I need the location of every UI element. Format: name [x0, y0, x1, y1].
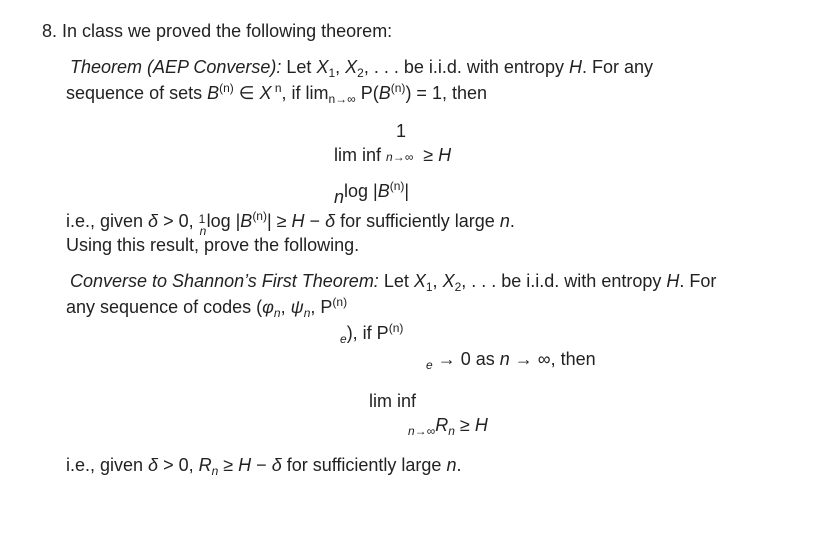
- inline-fraction: 1 n: [198, 212, 207, 238]
- converse-line-4: $_e$ → 0 as n → ∞, then: [426, 349, 596, 372]
- equation-liminf: lim inf n→∞ ≥ H: [334, 145, 452, 165]
- problem-heading: [42, 20, 392, 42]
- converse-ie-line: i.e., given δ > 0, $R_n \ge H - \delta$ for sufficiently large n.: [66, 455, 462, 478]
- equation2-rhs: $_{n\to\infty}R_n \ge H$: [408, 415, 488, 438]
- converse-title: Converse to Shannon’s First Theorem:: [70, 271, 379, 291]
- equation-denominator: nlog $|B^{(n)}|$: [334, 179, 410, 207]
- theorem-ie-line: i.e., given δ > 0, 1 n $\log |B^{(n)}| \ge H - \delta$ for sufficiently large n.: [66, 209, 515, 238]
- equation2-liminf: lim inf: [369, 391, 417, 411]
- converse-line-3: $_e$), if $P^{(n)}$: [340, 321, 404, 346]
- equation-numerator: 1: [396, 121, 407, 141]
- using-line: Using this result, prove the following.: [66, 235, 360, 255]
- theorem-line-1: Theorem (AEP Converse): Let $X_1$, $X_2$, . . . be i.i.d. with entropy H. For any: [70, 57, 653, 80]
- heading-text: 8. In class we proved the following theorem:: [42, 21, 393, 41]
- theorem-title: Theorem (AEP Converse):: [70, 57, 282, 77]
- theorem-line-2: sequence of sets $B^{(n)}$ ∈ X $^n$, if $\lim_{n\to\infty} P(B^{(n)}) = 1$, then: [66, 81, 487, 106]
- converse-line-1: Converse to Shannon’s First Theorem: Let $X_1$, $X_2$, . . . be i.i.d. with entropy H. For: [70, 271, 717, 294]
- converse-line-2: any sequence of codes ($\varphi_n$, $\psi_n$, $P^{(n)}$: [66, 295, 348, 320]
